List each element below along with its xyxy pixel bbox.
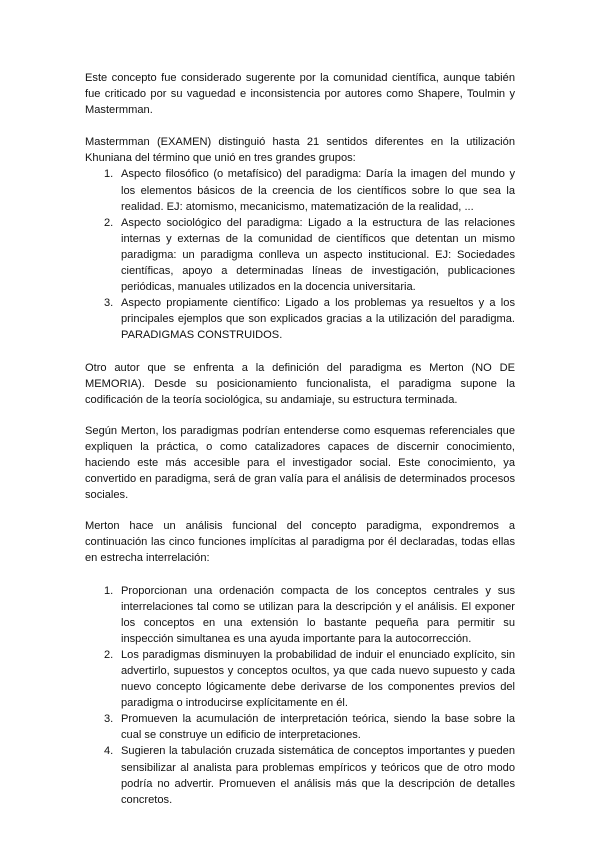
list-item-text: Aspecto filosófico (o metafísico) del paradigma: Daría la imagen del mundo y los elementos básicos de la creencia de los científicos sobre lo que sea la realidad. EJ: atomismo, mecanicismo, matematización de la realidad, ...: [121, 168, 515, 213]
list-number: 1.: [104, 584, 114, 597]
list-item-text: Los paradigmas disminuyen la probabilidad de induir el enunciado explícito, sin advertirlo, supuestos y conceptos ocultos, ya que cada nuevo supuesto y cada nuevo concepto lógicamente debe derivarse de los componentes previos del paradigma o introducirse explícitamente en él.: [121, 648, 515, 710]
list-number: 3.: [104, 297, 114, 310]
list-paradigm-aspects: [85, 166, 515, 343]
list-item-text: Sugieren la tabulación cruzada sistemática de conceptos importantes y pueden sensibilizar al analista para problemas empíricos y teóricos que de otro modo podría no advertir. Promueven el análisis más que la descripción de detalles concretos.: [121, 745, 515, 806]
list-item-function-4: [104, 743, 515, 807]
paragraph-merton-schemes: Según Merton, los paradigmas podrían entenderse como esquemas referenciales que expliquen la práctica, o como catalizadores capaces de discernir conocimiento, haciendo este más accesible para el investigador social. Este conocimiento, ya convertido en paradigma, será de gran valía para el análisis de determinados procesos sociales.: [85, 424, 515, 502]
list-item-text: Aspecto propiamente científico: Ligado a los problemas ya resueltos y a los principales ejemplos que son explicados gracias a la utilización del paradigma. PARADIGMAS CONSTRUIDOS.: [121, 297, 515, 342]
list-item-aspect-2: [104, 215, 515, 295]
list-item-text: Aspecto sociológico del paradigma: Ligado a la estructura de las relaciones internas y externas de la comunidad de científicos que detentan un mismo paradigma: un paradigma conlleva un aspecto institucional. EJ: Sociedades científicas, apoyo a determinadas líneas de investigación, publicaciones periódicas, manuales utilizados en la docencia universitaria.: [121, 216, 515, 294]
paragraph-mastermman: Mastermman (EXAMEN) distinguió hasta 21 sentidos diferentes en la utilización Khuniana del término que unió en tres grandes grupos:: [85, 136, 515, 165]
list-item-function-3: [104, 711, 515, 743]
list-item-aspect-3: [104, 295, 515, 343]
list-number: 2.: [104, 216, 114, 229]
list-number: 2.: [104, 648, 114, 661]
list-item-text: Proporcionan una ordenación compacta de los conceptos centrales y sus interrelaciones tal como se utilizan para la descripción y el análisis. El exponer los conceptos en una extensión lo bastante pequeña para permitir su inspección simultanea es una ayuda importante para la autocorrección.: [121, 584, 515, 645]
paragraph-criticism: Este concepto fue considerado sugerente por la comunidad científica, aunque tabién fue criticado por su vaguedad e inconsistencia por autores como Shapere, Toulmin y Mastermman.: [85, 72, 515, 117]
paragraph-merton-functions: Merton hace un análisis funcional del concepto paradigma, expondremos a continuación las cinco funciones implícitas al paradigma por él declaradas, todas ellas en estrecha interrelación:: [85, 520, 515, 565]
list-item-function-1: [104, 583, 515, 647]
list-paradigm-functions: [85, 583, 515, 808]
list-item-aspect-1: [104, 166, 515, 214]
paragraph-merton-intro: Otro autor que se enfrenta a la definición del paradigma es Merton (NO DE MEMORIA). Desde su posicionamiento funcionalista, el paradigma supone la codificación de la teoría sociológica, su andamiaje, su estructura terminada.: [85, 361, 515, 406]
document-page: [85, 70, 515, 808]
list-item-function-2: [104, 647, 515, 711]
list-number: 1.: [104, 168, 114, 181]
list-number: 4.: [104, 745, 114, 758]
list-number: 3.: [104, 713, 114, 726]
list-item-text: Promueven la acumulación de interpretación teórica, siendo la base sobre la cual se construye un edificio de interpretaciones.: [121, 713, 515, 742]
